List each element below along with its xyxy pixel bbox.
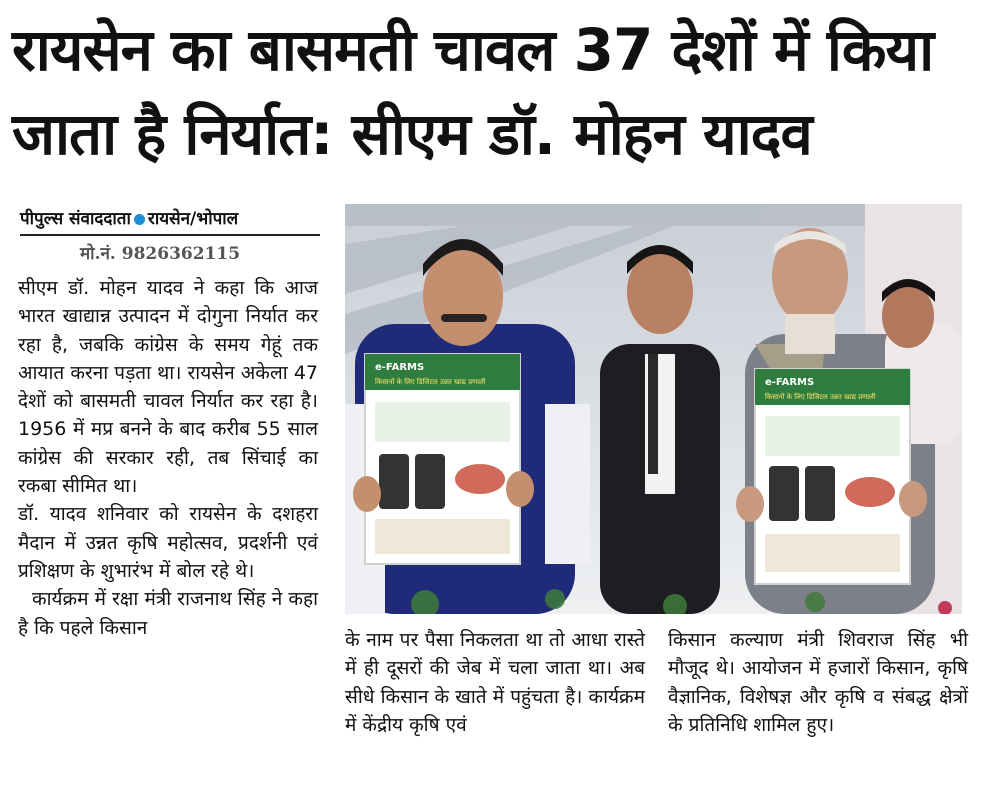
article-column-1 (18, 274, 318, 642)
article-column-3: किसान कल्याण मंत्री शिवराज सिंह भी मौजूद थे। आयोजन में हजारों किसान, कृषि वैज्ञानिक, विशेषज्ञ और कृषि व संबद्ध क्षेत्रों के प्रतिनिधि शामिल हुए। (668, 629, 968, 736)
news-photo (345, 204, 962, 614)
dateline-location: रायसेन/भोपाल (147, 209, 239, 229)
headline-line-1: रायसेन का बासमती चावल 37 देशों में किया (12, 16, 934, 84)
article-column-2: के नाम पर पैसा निकलता था तो आधा रास्ते में ही दूसरों की जेब में चला जाता था। अब सीधे किसान के खाते में पहुंचता है। कार्यक्रम में केंद्रीय कृषि एवं (345, 629, 645, 736)
poster-subtitle: किसानों के लिए डिजिटल उन्नत खाद्य प्रणाली (375, 378, 486, 386)
poster-subtitle: किसानों के लिए डिजिटल उन्नत खाद्य प्रणाली (765, 393, 876, 401)
poster-title: e-FARMS (765, 377, 815, 388)
article-paragraph: डॉ. यादव शनिवार को रायसेन के दशहरा मैदान में उन्नत कृषि महोत्सव, प्रदर्शनी एवं प्रशिक्षण के शुभारंभ में बोल रहे थे। (18, 503, 318, 582)
article-paragraph: सीएम डॉ. मोहन यादव ने कहा कि आज भारत खाद्यान्न उत्पादन में दोगुना निर्यात कर रहा है, जबकि कांग्रेस के समय गेहूं तक आयात करना पड़ता था। रायसेन अकेला 47 देशों को बासमती चावल निर्यात कर रहा है। 1956 में मप्र बनने के बाद करीब 55 साल कांग्रेस की सरकार रही, तब सिंचाई का रकबा सीमित था। (18, 277, 318, 498)
bullet-dot-icon (134, 214, 145, 225)
poster-title: e-FARMS (375, 362, 425, 373)
reporter-phone: मो.नं. 9826362115 (80, 244, 241, 264)
article-paragraph: कार्यक्रम में रक्षा मंत्री राजनाथ सिंह ने कहा है कि पहले किसान (18, 588, 318, 639)
headline-line-2: जाता है निर्यात: सीएम डॉ. मोहन यादव (12, 100, 812, 168)
reporter-name: पीपुल्स संवाददाता (20, 209, 131, 229)
byline (20, 206, 320, 236)
headline (12, 8, 974, 176)
